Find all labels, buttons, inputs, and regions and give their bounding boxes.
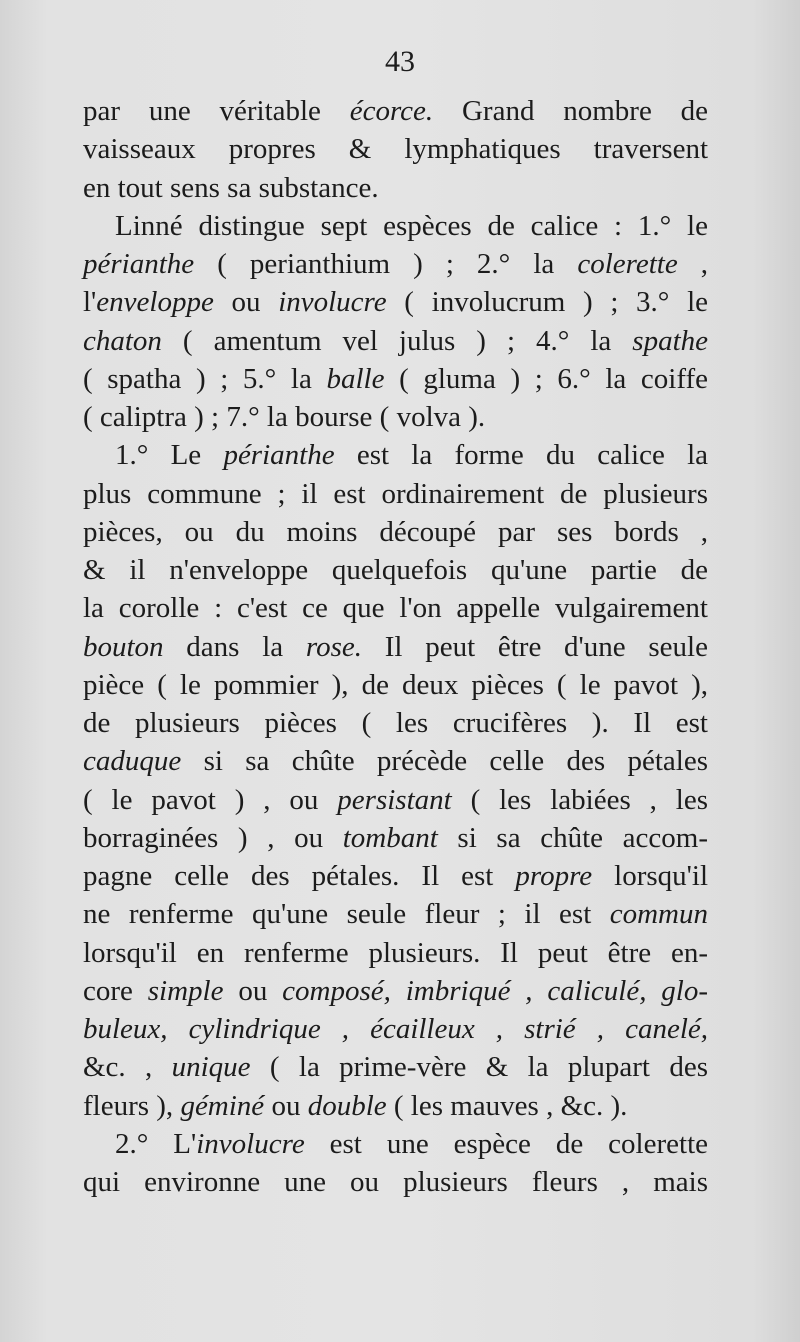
text-segment: ou bbox=[213, 286, 279, 319]
text-segment: est la forme du calice la bbox=[334, 439, 708, 472]
text-segment: par une véritable bbox=[83, 95, 350, 127]
page-number: 43 bbox=[385, 45, 415, 78]
text-line bbox=[83, 92, 708, 130]
text-segment: est une espèce de colerette bbox=[304, 1127, 709, 1160]
text-segment: ( le pavot ) , ou bbox=[83, 783, 338, 816]
text-segment: fleurs ), bbox=[83, 1089, 181, 1122]
text-line bbox=[83, 436, 708, 474]
text-line bbox=[83, 169, 708, 207]
text-line bbox=[83, 742, 708, 780]
text-line bbox=[83, 551, 708, 589]
text-segment: ( perianthium ) ; 2.° la bbox=[194, 248, 578, 280]
text-line bbox=[83, 819, 708, 857]
italic-text: caduque bbox=[83, 745, 182, 778]
text-segment: ou bbox=[264, 1089, 308, 1122]
text-line bbox=[83, 283, 708, 321]
text-segment: en tout sens sa substance. bbox=[83, 171, 379, 204]
italic-text: spathe bbox=[632, 324, 708, 357]
text-segment: lorsqu'il bbox=[592, 860, 709, 892]
italic-text: involucre bbox=[278, 286, 387, 319]
text-line bbox=[83, 513, 708, 551]
italic-text: enveloppe bbox=[96, 286, 214, 319]
text-line bbox=[83, 781, 708, 819]
text-segment: l' bbox=[83, 286, 97, 319]
text-segment: pièce ( le pommier ), de deux pièces ( le pavot ), bbox=[83, 668, 708, 701]
text-segment: & il n'enveloppe quelquefois qu'une partie de bbox=[83, 554, 708, 586]
text-segment: Grand nombre de bbox=[433, 95, 708, 127]
italic-text: buleux, cylindrique , écailleux , strié , canelé, bbox=[83, 1013, 708, 1045]
body-text bbox=[83, 92, 708, 1201]
text-line bbox=[83, 704, 708, 742]
italic-text: propre bbox=[515, 860, 593, 892]
text-line bbox=[83, 934, 708, 972]
text-line bbox=[83, 207, 708, 245]
text-segment: dans la bbox=[163, 630, 306, 663]
text-segment: ( les labiées , les bbox=[451, 783, 708, 816]
text-line bbox=[83, 895, 708, 933]
text-segment: pièces, ou du moins découpé par ses bords , bbox=[83, 515, 708, 548]
text-line bbox=[83, 1087, 708, 1125]
italic-text: double bbox=[307, 1089, 387, 1122]
text-segment: ( les mauves , &c. ). bbox=[386, 1089, 628, 1122]
text-segment: la corolle : c'est ce que l'on appelle vulgairement bbox=[83, 592, 708, 625]
text-segment: plus commune ; il est ordinairement de plusieurs bbox=[83, 477, 708, 510]
italic-text: périanthe bbox=[83, 248, 195, 280]
text-line bbox=[83, 857, 708, 895]
text-segment: core bbox=[83, 974, 148, 1007]
italic-text: composé, imbriqué , caliculé, glo- bbox=[282, 974, 709, 1007]
text-line bbox=[83, 1010, 708, 1048]
text-segment: ( amentum vel julus ) ; 4.° la bbox=[161, 324, 633, 357]
text-segment: ( spatha ) ; 5.° la bbox=[83, 362, 327, 395]
text-segment: ou bbox=[223, 974, 283, 1007]
text-segment: qui environne une ou plusieurs fleurs , mais bbox=[83, 1166, 708, 1198]
italic-text: géminé bbox=[180, 1089, 265, 1122]
text-segment: si sa chûte précède celle des pétales bbox=[181, 745, 708, 778]
text-line bbox=[83, 475, 708, 513]
text-line bbox=[83, 245, 708, 283]
text-segment: 2.° L' bbox=[115, 1127, 197, 1160]
text-segment: 1.° Le bbox=[115, 439, 224, 472]
italic-text: tombant bbox=[342, 821, 438, 854]
italic-text: balle bbox=[326, 362, 385, 395]
italic-text: rose. bbox=[305, 630, 362, 663]
italic-text: involucre bbox=[196, 1127, 305, 1160]
text-line bbox=[83, 589, 708, 627]
text-segment: borraginées ) , ou bbox=[83, 821, 343, 854]
italic-text: colerette bbox=[577, 248, 678, 280]
text-segment: vaisseaux propres & lymphatiques traversent bbox=[83, 133, 708, 166]
text-segment: ( involucrum ) ; 3.° le bbox=[386, 286, 708, 319]
text-segment: ( gluma ) ; 6.° la coiffe bbox=[384, 362, 709, 395]
text-segment: lorsqu'il en renferme plusieurs. Il peut être en- bbox=[83, 936, 708, 969]
text-line bbox=[83, 1163, 708, 1201]
italic-text: chaton bbox=[83, 324, 162, 357]
text-line bbox=[83, 130, 708, 168]
italic-text: persistant bbox=[337, 783, 452, 816]
italic-text: périanthe bbox=[223, 439, 335, 472]
text-segment: , bbox=[677, 248, 709, 280]
text-line bbox=[83, 322, 708, 360]
text-segment: pagne celle des pétales. Il est bbox=[83, 860, 516, 892]
italic-text: commun bbox=[609, 898, 708, 931]
text-segment: si sa chûte accom- bbox=[437, 821, 708, 854]
text-segment: ( caliptra ) ; 7.° la bourse ( volva ). bbox=[83, 401, 486, 433]
italic-text: bouton bbox=[83, 630, 164, 663]
text-line bbox=[83, 398, 708, 436]
text-line bbox=[83, 666, 708, 704]
text-line bbox=[83, 972, 708, 1010]
italic-text: simple bbox=[147, 974, 224, 1007]
text-segment: ( la prime-vère & la plupart des bbox=[250, 1051, 708, 1084]
text-line bbox=[83, 628, 708, 666]
text-line bbox=[83, 1048, 708, 1086]
text-segment: Linné distingue sept espèces de calice : 1.° le bbox=[115, 209, 708, 242]
text-segment: ne renferme qu'une seule fleur ; il est bbox=[83, 898, 610, 931]
italic-text: unique bbox=[171, 1051, 251, 1084]
text-line bbox=[83, 1125, 708, 1163]
text-segment: &c. , bbox=[83, 1051, 172, 1084]
text-segment: de plusieurs pièces ( les crucifères ). Il est bbox=[83, 707, 708, 739]
italic-text: écorce. bbox=[349, 95, 434, 127]
text-segment: Il peut être d'une seule bbox=[362, 630, 708, 663]
text-line bbox=[83, 360, 708, 398]
